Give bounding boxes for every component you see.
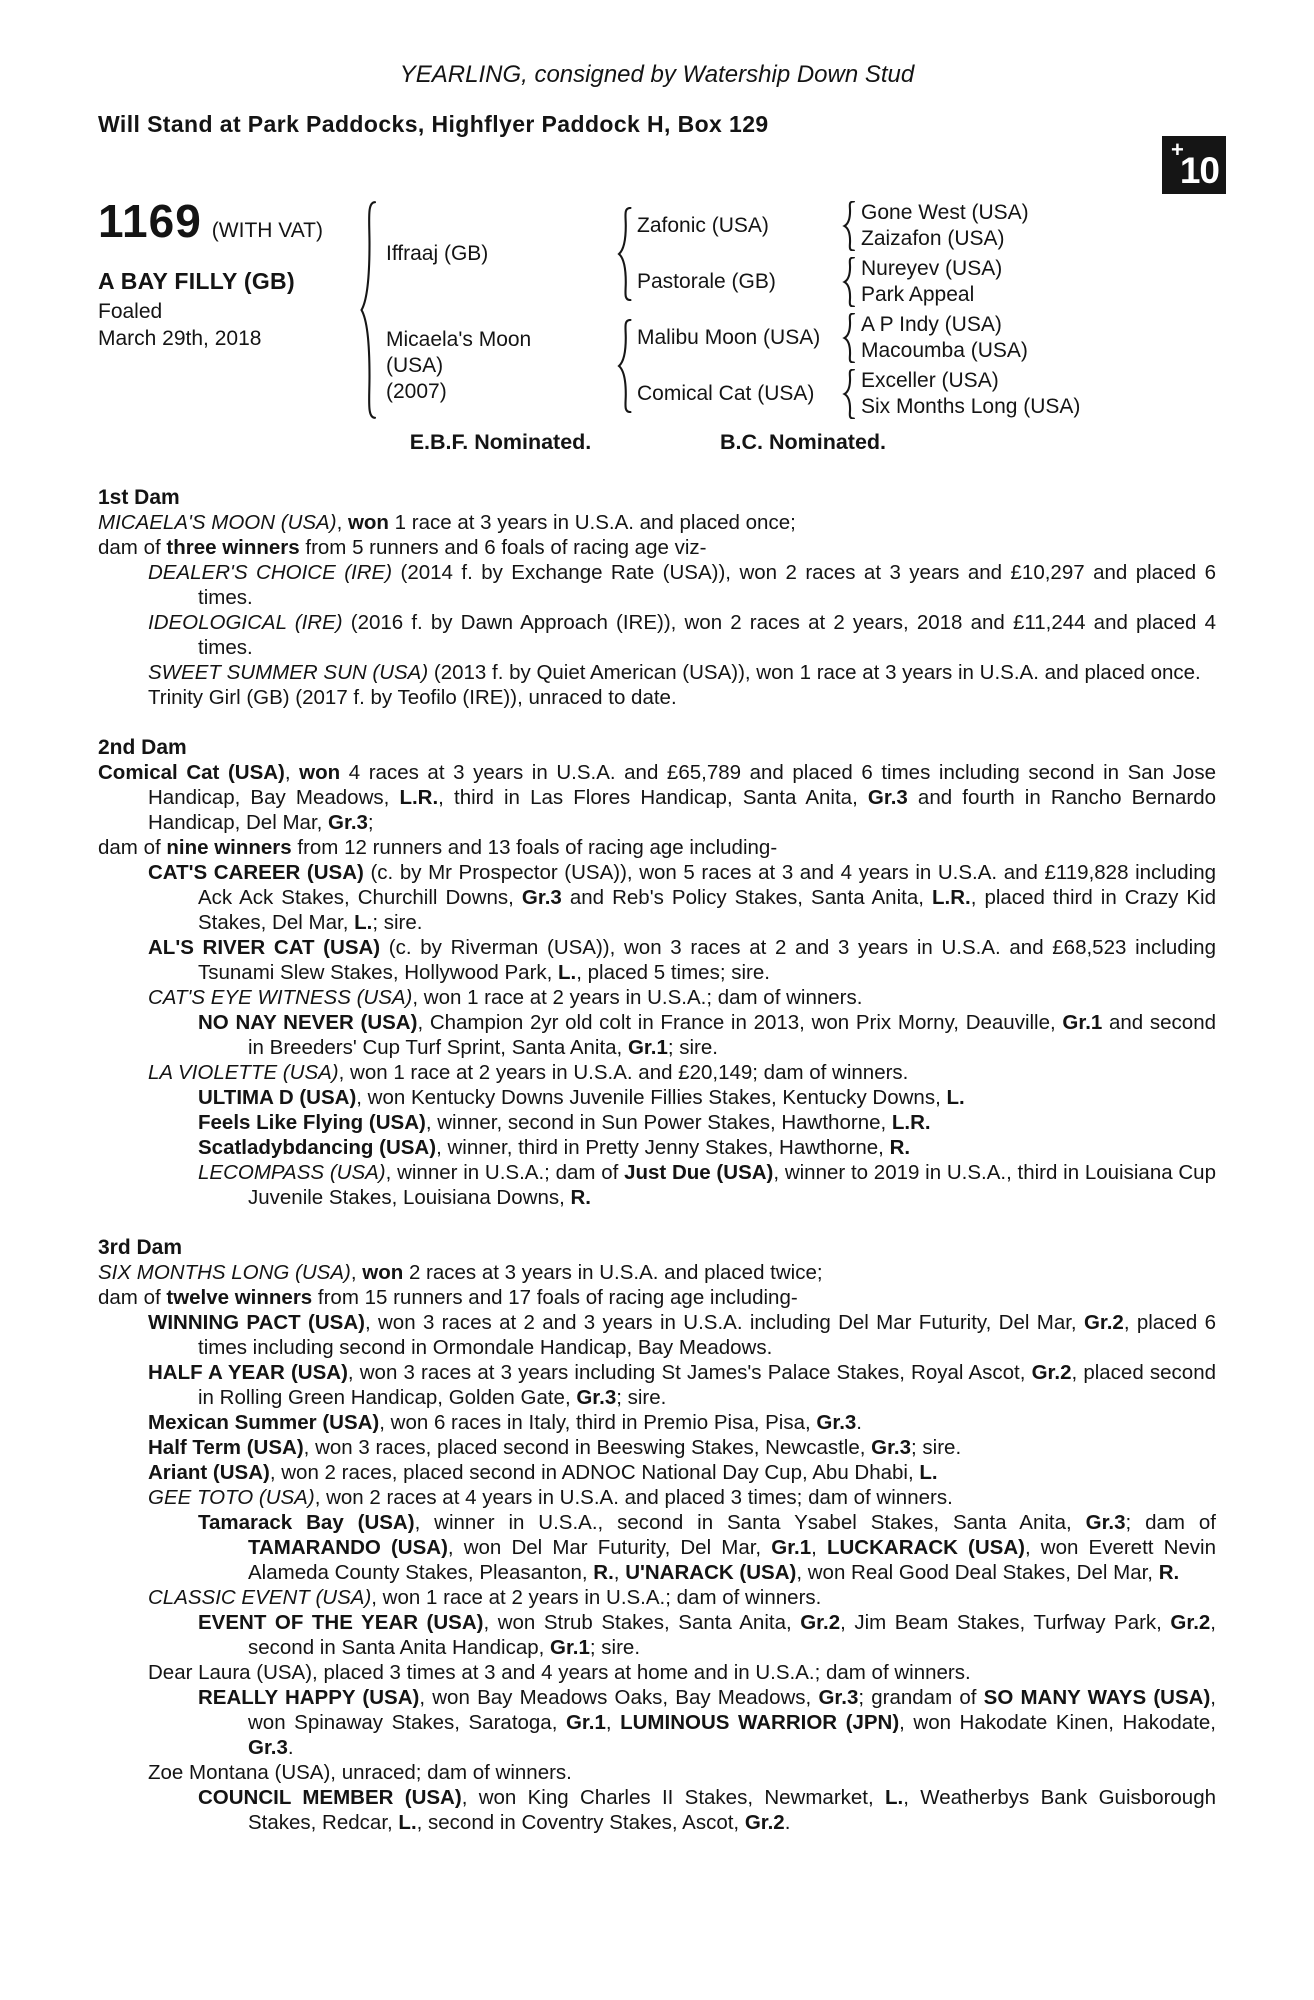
emphasized-text: SIX MONTHS LONG (USA)	[98, 1261, 351, 1284]
plain-text: , won Hakodate Kinen, Hakodate,	[899, 1711, 1216, 1734]
pedigree-paragraph	[98, 1310, 1216, 1360]
great-grandparent-name: Six Months Long (USA)	[861, 395, 1081, 418]
plain-text: ,	[336, 511, 348, 534]
emphasized-text: L.R.	[931, 886, 971, 909]
foaled-label: Foaled	[98, 300, 163, 323]
emphasized-text: LECOMPASS (USA)	[198, 1161, 386, 1184]
plain-text: (2014 f. by Exchange Rate (USA)), won 2 races at 3 years and £10,297 and placed 6 times.	[198, 561, 1216, 609]
consignment-title: YEARLING, consigned by Watership Down Stud	[399, 61, 915, 88]
pedigree-paragraph	[98, 535, 1216, 560]
plain-text: ; sire.	[372, 911, 423, 934]
pedigree-tree	[98, 195, 1216, 422]
pedigree-paragraph	[98, 760, 1216, 835]
emphasized-text: R.	[889, 1136, 911, 1159]
emphasized-text: Ariant (USA)	[148, 1461, 270, 1484]
plain-text: , won 2 races, placed second in ADNOC National Day Cup, Abu Dhabi,	[269, 1461, 920, 1484]
emphasized-text: ULTIMA D (USA)	[198, 1086, 357, 1109]
dam-name-line: (USA)	[386, 354, 444, 377]
emphasized-text: MICAELA'S MOON (USA)	[98, 511, 337, 534]
nominations-row	[98, 430, 1216, 460]
emphasized-text: SO MANY WAYS (USA)	[983, 1686, 1211, 1709]
emphasized-text: IDEOLOGICAL (IRE)	[148, 611, 343, 634]
plain-text: , Champion 2yr old colt in France in 2013, won Prix Morny, Deauville,	[417, 1011, 1063, 1034]
plain-text: ; sire.	[911, 1436, 962, 1459]
pedigree-paragraph	[98, 660, 1216, 685]
emphasized-text: AL'S RIVER CAT (USA)	[148, 936, 381, 959]
pedigree-brace-icon	[842, 257, 856, 307]
plain-text: , Jim Beam Stakes, Turfway Park,	[840, 1611, 1171, 1634]
granddam-name: Pastorale (GB)	[637, 270, 776, 293]
plain-text: from 12 runners and 13 foals of racing age including-	[291, 836, 778, 859]
emphasized-text: three winners	[166, 536, 300, 559]
plain-text: Zoe Montana (USA), unraced; dam of winners.	[148, 1761, 572, 1784]
plain-text: , won King Charles II Stakes, Newmarket,	[461, 1786, 886, 1809]
dam-section	[98, 735, 1216, 1210]
stand-location-line: Will Stand at Park Paddocks, Highflyer Paddock H, Box 129	[98, 111, 769, 137]
pedigree-paragraph	[98, 1085, 1216, 1110]
plain-text: and second in Breeders' Cup Turf Sprint, Santa Anita,	[248, 1011, 1216, 1059]
plain-text: 1 race at 3 years in U.S.A. and placed once;	[388, 511, 796, 534]
plus-glyph: +	[1171, 137, 1184, 162]
emphasized-text: Gr.2	[1083, 1311, 1124, 1334]
plain-text: dam of	[98, 536, 167, 559]
plain-text: .	[287, 1736, 294, 1759]
emphasized-text: Gr.2	[1031, 1361, 1072, 1384]
plain-text: ,	[350, 1261, 363, 1284]
book-number: 10	[1179, 150, 1219, 191]
pedigree-paragraph	[98, 1510, 1216, 1585]
dam-branch	[386, 310, 1216, 422]
plain-text: .	[784, 1811, 791, 1834]
pedigree-paragraph	[98, 835, 1216, 860]
pedigree-paragraph	[98, 1460, 1216, 1485]
plain-text: ; dam of	[1125, 1511, 1217, 1534]
pedigree-paragraph	[98, 1110, 1216, 1135]
emphasized-text: Gr.3	[1085, 1511, 1126, 1534]
plain-text: , placed 5 times; sire.	[576, 961, 770, 984]
emphasized-text: Gr.3	[818, 1686, 859, 1709]
emphasized-text: LUMINOUS WARRIOR (JPN)	[620, 1711, 900, 1734]
great-grandparent-name: Park Appeal	[861, 283, 975, 306]
grandsire-block	[637, 198, 1216, 254]
plain-text: , won Real Good Deal Stakes, Del Mar,	[796, 1561, 1159, 1584]
pedigree-paragraph	[98, 985, 1216, 1010]
pedigree-paragraph	[98, 1685, 1216, 1760]
book10-logo	[1162, 136, 1226, 194]
plain-text: , Weatherbys Bank Guisborough Stakes, Redcar,	[248, 1786, 1216, 1834]
emphasized-text: Gr.1	[1062, 1011, 1103, 1034]
emphasized-text: won	[347, 511, 389, 534]
emphasized-text: LUCKARACK (USA)	[826, 1536, 1025, 1559]
plain-text: from 15 runners and 17 foals of racing age including-	[312, 1286, 798, 1309]
emphasized-text: Gr.2	[744, 1811, 785, 1834]
pedigree-paragraph	[98, 560, 1216, 610]
pedigree-paragraph	[98, 685, 1216, 710]
pedigree-paragraph	[98, 1660, 1216, 1685]
vat-note: (WITH VAT)	[211, 219, 323, 242]
pedigree-paragraph	[98, 1060, 1216, 1085]
emphasized-text: won	[362, 1261, 404, 1284]
plain-text: , winner, third in Pretty Jenny Stakes, Hawthorne,	[436, 1136, 890, 1159]
emphasized-text: L.	[558, 961, 577, 984]
emphasized-text: Scatladybdancing (USA)	[198, 1136, 437, 1159]
plain-text: , winner, second in Sun Power Stakes, Hawthorne,	[425, 1111, 892, 1134]
emphasized-text: Gr.1	[550, 1636, 590, 1659]
pedigree-paragraph	[98, 1160, 1216, 1210]
grandsire-block	[637, 310, 1216, 366]
dam-name	[386, 327, 616, 405]
emphasized-text: Tamarack Bay (USA)	[198, 1511, 415, 1534]
plain-text: , second in Santa Anita Handicap,	[248, 1611, 1216, 1659]
granddam-name: Comical Cat (USA)	[637, 382, 815, 405]
plain-text: and fourth in Rancho Bernardo Handicap, Del Mar,	[148, 786, 1216, 834]
pedigree-brace-icon	[616, 319, 633, 413]
great-grandparents	[856, 368, 1216, 420]
great-grandparent-name: Gone West (USA)	[861, 201, 1029, 224]
plain-text: Trinity Girl (GB) (2017 f. by Teofilo (IRE)), unraced to date.	[148, 686, 677, 709]
emphasized-text: CLASSIC EVENT (USA)	[148, 1586, 372, 1609]
grandsire-name: Malibu Moon (USA)	[637, 326, 821, 349]
pedigree-brace-icon	[842, 369, 856, 419]
lot-line	[98, 195, 358, 247]
pedigree-brace-icon	[616, 207, 633, 301]
emphasized-text: EVENT OF THE YEAR (USA)	[198, 1611, 484, 1634]
dam-section-body	[98, 510, 1216, 710]
emphasized-text: COUNCIL MEMBER (USA)	[198, 1786, 462, 1809]
great-grandparent-name: Zaizafon (USA)	[861, 227, 1005, 250]
emphasized-text: TAMARANDO (USA)	[248, 1536, 448, 1559]
emphasized-text: LA VIOLETTE (USA)	[148, 1061, 339, 1084]
dam-grandparents	[637, 310, 1216, 422]
plain-text: , winner to 2019 in U.S.A., third in Louisiana Cup Juvenile Stakes, Louisiana Downs,	[248, 1161, 1216, 1209]
plain-text: 4 races at 3 years in U.S.A. and £65,789 and placed 6 times including second in San Jose Handicap, Bay Meadows,	[148, 761, 1216, 809]
emphasized-text: Just Due (USA)	[624, 1161, 774, 1184]
lot-info	[98, 195, 358, 422]
plain-text: , won Bay Meadows Oaks, Bay Meadows,	[419, 1686, 819, 1709]
foaled-date: March 29th, 2018	[98, 327, 262, 350]
ebf-nomination: E.B.F. Nominated.	[409, 430, 592, 454]
pedigree-paragraph	[98, 1435, 1216, 1460]
emphasized-text: L.R.	[891, 1111, 931, 1134]
plain-text: , winner in U.S.A.; dam of	[385, 1161, 625, 1184]
plain-text: ,	[613, 1561, 626, 1584]
pedigree-paragraph	[98, 1260, 1216, 1285]
pedigree-paragraph	[98, 935, 1216, 985]
emphasized-text: GEE TOTO (USA)	[148, 1486, 315, 1509]
pedigree-paragraph	[98, 1135, 1216, 1160]
emphasized-text: L.	[919, 1461, 938, 1484]
emphasized-text: HALF A YEAR (USA)	[148, 1361, 348, 1384]
pedigree-brace-icon	[842, 313, 856, 363]
plain-text: , won Strub Stakes, Santa Anita,	[483, 1611, 801, 1634]
plain-text: , won 1 race at 2 years in U.S.A.; dam of winners.	[412, 986, 863, 1009]
pedigree-paragraph	[98, 1785, 1216, 1835]
dam-name-line: (2007)	[386, 380, 447, 403]
emphasized-text: L.	[946, 1086, 965, 1109]
emphasized-text: Comical Cat (USA)	[98, 761, 285, 784]
emphasized-text: Gr.3	[521, 886, 562, 909]
plain-text: dam of	[98, 1286, 167, 1309]
plain-text: , winner in U.S.A., second in Santa Ysabel Stakes, Santa Anita,	[414, 1511, 1086, 1534]
great-grandparent-name: Nureyev (USA)	[861, 257, 1003, 280]
dam-section-heading: 1st Dam	[98, 486, 180, 509]
dam-name-line: Micaela's Moon	[386, 328, 532, 351]
plain-text: and Reb's Policy Stakes, Santa Anita,	[561, 886, 932, 909]
emphasized-text: U'NARACK (USA)	[625, 1561, 797, 1584]
emphasized-text: L.	[885, 1786, 904, 1809]
emphasized-text: NO NAY NEVER (USA)	[198, 1011, 418, 1034]
emphasized-text: R.	[570, 1186, 591, 1209]
great-grandparents	[856, 256, 1216, 308]
pedigree-paragraph	[98, 1410, 1216, 1435]
pedigree-paragraph	[98, 1010, 1216, 1060]
dam-section-heading: 3rd Dam	[98, 1236, 183, 1259]
dam-section-body	[98, 1260, 1216, 1835]
great-grandparents	[856, 200, 1216, 252]
plain-text: (c. by Riverman (USA)), won 3 races at 2 and 3 years in U.S.A. and £68,523 including Tsunami Slew Stakes, Hollywood Park,	[198, 936, 1216, 984]
plain-text: , won 1 race at 2 years in U.S.A. and £20,149; dam of winners.	[338, 1061, 909, 1084]
plain-text: , placed third in Crazy Kid Stakes, Del Mar,	[198, 886, 1217, 934]
pedigree-text-sections	[98, 485, 1216, 1835]
emphasized-text: Gr.3	[871, 1436, 912, 1459]
plain-text: dam of	[98, 836, 167, 859]
plain-text: , won 3 races at 2 and 3 years in U.S.A. including Del Mar Futurity, Del Mar,	[364, 1311, 1084, 1334]
plain-text: ,	[811, 1536, 827, 1559]
emphasized-text: Gr.2	[1170, 1611, 1211, 1634]
emphasized-text: R.	[593, 1561, 614, 1584]
great-grandparent-name: Macoumba (USA)	[861, 339, 1028, 362]
granddam-block	[637, 254, 1216, 310]
great-grandparents	[856, 312, 1216, 364]
emphasized-text: Mexican Summer (USA)	[148, 1411, 380, 1434]
plain-text: ; sire.	[589, 1636, 641, 1659]
lot-number: 1169	[98, 195, 202, 247]
plain-text: from 5 runners and 6 foals of racing age viz-	[299, 536, 707, 559]
plain-text: , placed 6 times including second in Ormondale Handicap, Bay Meadows.	[198, 1311, 1216, 1359]
pedigree-paragraph	[98, 610, 1216, 660]
plain-text: , won 6 races in Italy, third in Premio Pisa, Pisa,	[379, 1411, 817, 1434]
emphasized-text: L.	[354, 911, 373, 934]
plain-text: (2013 f. by Quiet American (USA)), won 1 race at 3 years in U.S.A. and placed once.	[428, 661, 1201, 684]
emphasized-text: L.R.	[399, 786, 439, 809]
emphasized-text: Gr.3	[248, 1736, 288, 1759]
great-grandparent-name: A P Indy (USA)	[861, 313, 1002, 336]
emphasized-text: Gr.3	[576, 1386, 617, 1409]
pedigree-brace-icon	[358, 200, 378, 420]
great-grandparent-name: Exceller (USA)	[861, 369, 999, 392]
plain-text: (c. by Mr Prospector (USA)), won 5 races at 3 and 4 years in U.S.A. and £119,828 including Ack Ack Stakes, Churchill Downs,	[198, 861, 1216, 909]
plain-text: (2016 f. by Dawn Approach (IRE)), won 2 races at 2 years, 2018 and £11,244 and placed 4 times.	[198, 611, 1216, 659]
grandsire-name: Zafonic (USA)	[637, 214, 769, 237]
dam-section	[98, 1235, 1216, 1835]
plain-text: , third in Las Flores Handicap, Santa Anita,	[438, 786, 868, 809]
plain-text: Dear Laura (USA), placed 3 times at 3 and 4 years at home and in U.S.A.; dam of winners.	[148, 1661, 971, 1684]
plain-text: ,	[605, 1711, 621, 1734]
plain-text: , won 3 races at 3 years including St James's Palace Stakes, Royal Ascot,	[347, 1361, 1032, 1384]
bc-nomination: B.C. Nominated.	[719, 430, 887, 454]
plain-text: , placed second in Rolling Green Handicap, Golden Gate,	[198, 1361, 1216, 1409]
dam-section	[98, 485, 1216, 710]
sire-branch	[386, 198, 1216, 310]
emphasized-text: Gr.1	[627, 1036, 668, 1059]
emphasized-text: Half Term (USA)	[148, 1436, 304, 1459]
dam-section-body	[98, 760, 1216, 1210]
plain-text: 2 races at 3 years in U.S.A. and placed twice;	[403, 1261, 823, 1284]
plain-text: ; grandam of	[858, 1686, 984, 1709]
plain-text: ; sire.	[667, 1036, 718, 1059]
pedigree-brace-icon	[842, 201, 856, 251]
emphasized-text: Gr.1	[771, 1536, 812, 1559]
plain-text: ;	[367, 811, 374, 834]
plain-text: , won Kentucky Downs Juvenile Fillies Stakes, Kentucky Downs,	[356, 1086, 947, 1109]
pedigree-paragraph	[98, 1585, 1216, 1610]
emphasized-text: nine winners	[166, 836, 292, 859]
plain-text: .	[856, 1411, 862, 1434]
plain-text: , won Everett Nevin Alameda County Stakes, Pleasanton,	[248, 1536, 1216, 1584]
emphasized-text: Gr.3	[816, 1411, 857, 1434]
horse-description: A BAY FILLY (GB)	[98, 268, 295, 294]
plain-text: , won 2 races at 4 years in U.S.A. and placed 3 times; dam of winners.	[314, 1486, 953, 1509]
granddam-block	[637, 366, 1216, 422]
plain-text: ; sire.	[616, 1386, 667, 1409]
plain-text: , won Spinaway Stakes, Saratoga,	[248, 1686, 1216, 1734]
dam-section-heading: 2nd Dam	[98, 736, 187, 759]
emphasized-text: Gr.1	[565, 1711, 606, 1734]
plain-text: , won 1 race at 2 years in U.S.A.; dam of winners.	[371, 1586, 822, 1609]
emphasized-text: SWEET SUMMER SUN (USA)	[148, 661, 429, 684]
emphasized-text: REALLY HAPPY (USA)	[198, 1686, 420, 1709]
pedigree-columns	[386, 198, 1216, 422]
emphasized-text: Gr.3	[328, 811, 368, 834]
emphasized-text: Feels Like Flying (USA)	[198, 1111, 426, 1134]
pedigree-paragraph	[98, 860, 1216, 935]
pedigree-paragraph	[98, 1485, 1216, 1510]
emphasized-text: WINNING PACT (USA)	[148, 1311, 365, 1334]
plain-text: , won 3 races, placed second in Beeswing Stakes, Newcastle,	[303, 1436, 872, 1459]
emphasized-text: CAT'S EYE WITNESS (USA)	[148, 986, 413, 1009]
sire-name: Iffraaj (GB)	[386, 242, 489, 265]
plain-text: ,	[284, 761, 300, 784]
pedigree-paragraph	[98, 1360, 1216, 1410]
emphasized-text: DEALER'S CHOICE (IRE)	[148, 561, 393, 584]
pedigree-paragraph	[98, 1760, 1216, 1785]
pedigree-paragraph	[98, 510, 1216, 535]
emphasized-text: L.	[398, 1811, 417, 1834]
emphasized-text: Gr.2	[800, 1611, 841, 1634]
emphasized-text: Gr.3	[867, 786, 908, 809]
sire-grandparents	[637, 198, 1216, 310]
emphasized-text: won	[299, 761, 341, 784]
plain-text: , second in Coventry Stakes, Ascot,	[416, 1811, 745, 1834]
plain-text: , won Del Mar Futurity, Del Mar,	[447, 1536, 772, 1559]
emphasized-text: twelve winners	[166, 1286, 313, 1309]
emphasized-text: R.	[1158, 1561, 1180, 1584]
pedigree-paragraph	[98, 1285, 1216, 1310]
emphasized-text: CAT'S CAREER (USA)	[148, 861, 364, 884]
pedigree-paragraph	[98, 1610, 1216, 1660]
